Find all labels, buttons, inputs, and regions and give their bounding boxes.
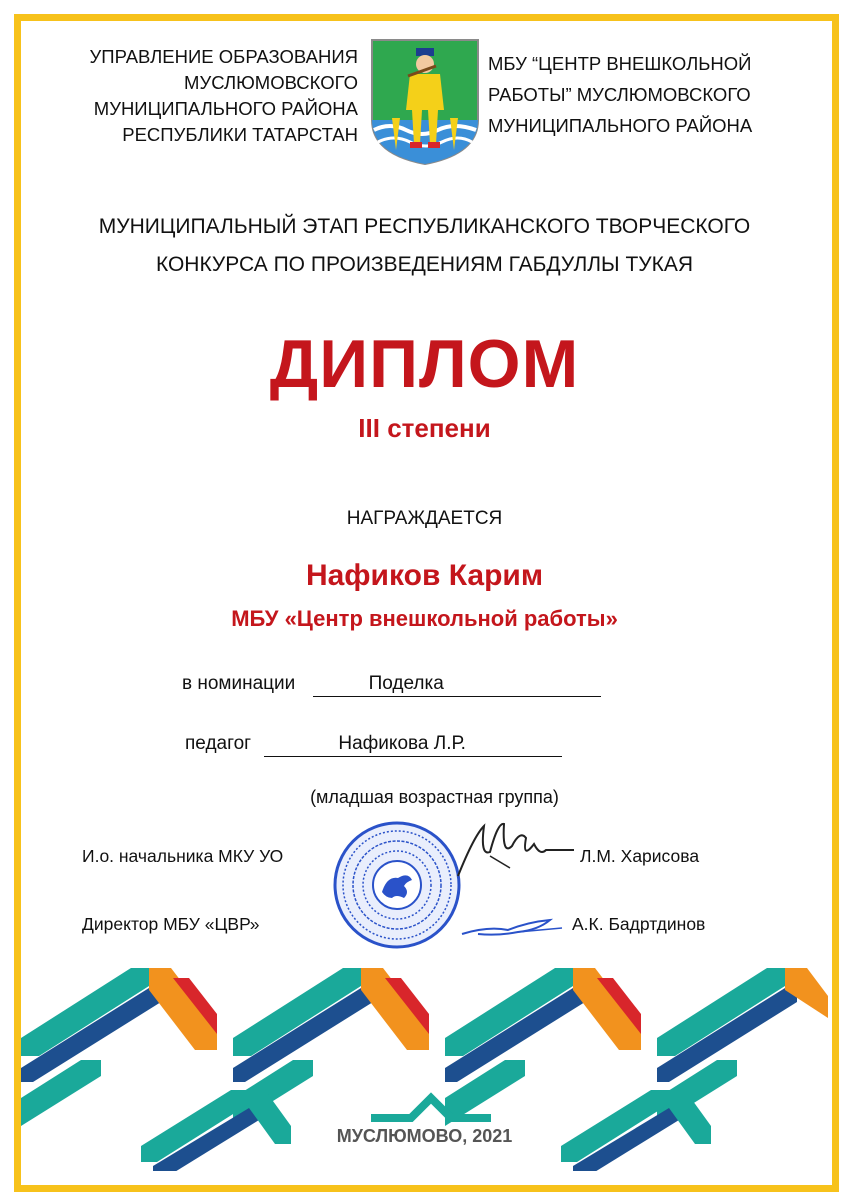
issuer-left-line: УПРАВЛЕНИЕ ОБРАЗОВАНИЯ bbox=[89, 46, 358, 67]
nomination-value: Поделка bbox=[313, 673, 601, 697]
recipient-name: Нафиков Карим bbox=[305, 559, 544, 592]
contest-line: МУНИЦИПАЛЬНЫЙ ЭТАП РЕСПУБЛИКАНСКОГО ТВОРЧЕСКОГО bbox=[98, 215, 751, 238]
signature-icon bbox=[458, 912, 568, 942]
city-year: МУСЛЮМОВО, 2021 bbox=[336, 1126, 513, 1146]
age-group: (младшая возрастная группа) bbox=[310, 787, 559, 807]
issuer-left bbox=[40, 44, 358, 148]
recipient-institution: МБУ «Центр внешкольной работы» bbox=[231, 606, 618, 631]
teacher-label: педагог bbox=[185, 733, 252, 754]
issuer-left-line: РЕСПУБЛИКИ ТАТАРСТАН bbox=[122, 124, 358, 145]
diploma-degree: III степени bbox=[358, 413, 491, 443]
signature-name-1: Л.М. Харисова bbox=[580, 846, 700, 866]
issuer-right-line: РАБОТЫ” МУСЛЮМОВСКОГО bbox=[488, 84, 751, 105]
contest-line: КОНКУРСА ПО ПРОИЗВЕДЕНИЯМ ГАБДУЛЛЫ ТУКАЯ bbox=[155, 253, 694, 276]
official-seal-icon bbox=[332, 820, 462, 950]
nomination-label: в номинации bbox=[182, 673, 296, 694]
teacher-value: Нафикова Л.Р. bbox=[264, 733, 562, 757]
issuer-right-line: МБУ “ЦЕНТР ВНЕШКОЛЬНОЙ bbox=[488, 53, 752, 74]
diploma-title: ДИПЛОМ bbox=[269, 326, 580, 402]
signature-icon bbox=[450, 816, 580, 888]
municipal-crest-icon bbox=[370, 38, 480, 166]
signature-position-2: Директор МБУ «ЦВР» bbox=[82, 914, 260, 934]
issuer-right-line: МУНИЦИПАЛЬНОГО РАЙОНА bbox=[488, 115, 753, 136]
signature-name-2: А.К. Бадртдинов bbox=[572, 914, 706, 934]
issuer-right bbox=[488, 48, 788, 141]
awarded-label: НАГРАЖДАЕТСЯ bbox=[346, 508, 503, 529]
nomination-row bbox=[182, 673, 601, 697]
signature-position-1: И.о. начальника МКУ УО bbox=[82, 846, 284, 866]
issuer-left-line: МУНИЦИПАЛЬНОГО РАЙОНА bbox=[93, 98, 358, 119]
issuer-left-line: МУСЛЮМОВСКОГО bbox=[184, 72, 358, 93]
contest-description bbox=[40, 208, 809, 284]
teacher-row bbox=[185, 733, 562, 757]
